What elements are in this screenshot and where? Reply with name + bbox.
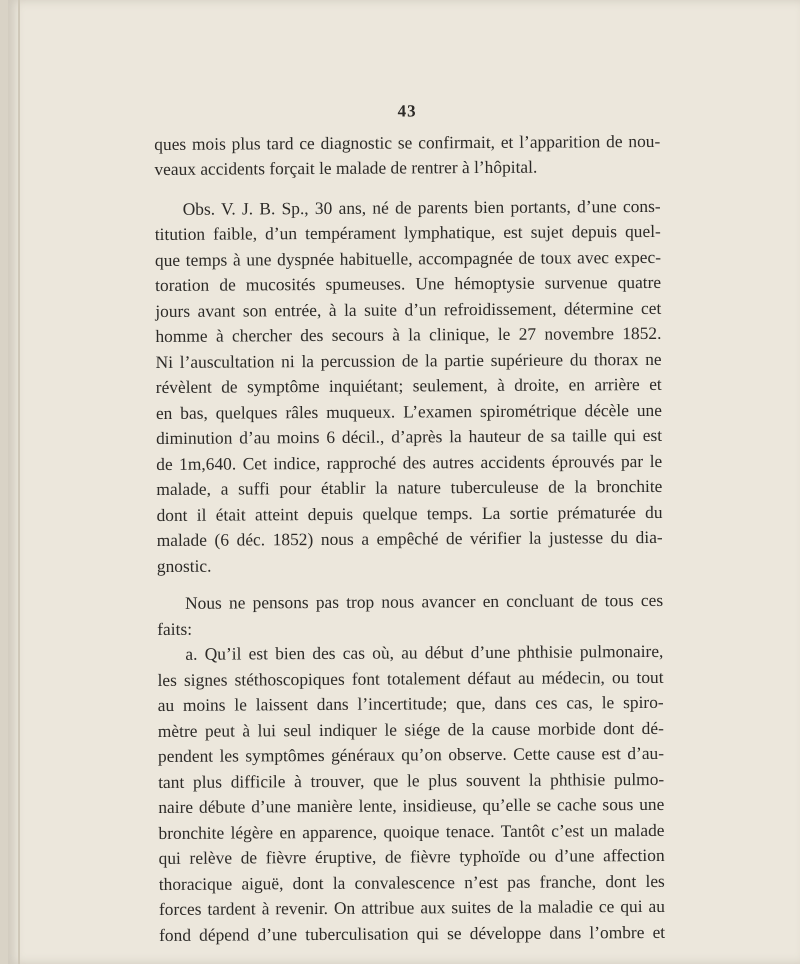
text-line: forces tardent à revenir. On attribue aux suites de la maladie ce qui au xyxy=(158,895,665,919)
text-line: Ni l’auscultation ni la percussion de la partie supérieure du thorax ne xyxy=(155,348,662,372)
text-line: jours avant son entrée, à la suite d’un refroidissement, détermine cet xyxy=(155,297,662,321)
book-page xyxy=(8,0,800,964)
binding-edge xyxy=(18,0,20,964)
text-line: de 1m,640. Cet indice, rapproché des autres accidents éprouvés par le xyxy=(156,450,663,474)
text-line: thoracique aiguë, dont la convalescence n’est pas franche, dont les xyxy=(158,870,665,894)
text-line: qui relève de fièvre éruptive, de fièvre typhoïde ou d’une affection xyxy=(158,844,665,868)
text-line: malade, a suffi pour établir la nature tuberculeuse de la bronchite xyxy=(156,475,663,499)
page-text xyxy=(154,97,665,948)
paragraph-4 xyxy=(157,639,665,948)
text-line: tant plus difficile à trouver, que le plus souvent la phthisie pulmo- xyxy=(158,768,665,792)
paragraph-1 xyxy=(154,128,660,182)
paragraph-3 xyxy=(157,588,663,642)
text-line: gnostic. xyxy=(156,555,212,576)
text-line: ques mois plus tard ce diagnostic se confirmait, et l’apparition de nou- xyxy=(154,130,661,154)
paragraph-2 xyxy=(155,193,663,579)
text-line: a. Qu’il est bien des cas où, au début d’une phthisie pulmonaire, xyxy=(185,640,664,664)
text-line: mètre peut à lui seul indiquer le siége de la cause morbide dont dé- xyxy=(157,717,664,741)
text-line: dont il était atteint depuis quelque temps. La sortie prématurée du xyxy=(156,501,663,525)
text-line: diminution d’au moins 6 décil., d’après la hauteur de sa taille qui est xyxy=(156,424,663,448)
text-line: bronchite légère en apparence, quoique tenace. Tantôt c’est un malade xyxy=(158,819,665,843)
text-line: Obs. V. J. B. Sp., 30 ans, né de parents bien portants, d’une cons- xyxy=(182,195,661,219)
text-line: naire débute d’une manière lente, insidieuse, qu’elle se cache sous une xyxy=(158,793,665,817)
text-line: fond dépend d’une tuberculisation qui se développe dans l’ombre et xyxy=(159,921,666,945)
text-line: titution faible, d’un tempérament lymphatique, est sujet depuis quel- xyxy=(154,220,661,244)
text-line: homme à chercher des secours à la clinique, le 27 novembre 1852. xyxy=(155,322,662,346)
text-line: toration de mucosités spumeuses. Une hémoptysie survenue quatre xyxy=(155,271,662,295)
text-line: les signes stéthoscopiques font totalement défaut au médecin, ou tout xyxy=(157,666,664,690)
text-line: faits: xyxy=(157,618,193,639)
text-line: au moins le laissent dans l’incertitude; que, dans ces cas, le spiro- xyxy=(157,691,664,715)
text-line: veaux accidents forçait le malade de rentrer à l’hôpital. xyxy=(154,156,538,179)
text-line: malade (6 déc. 1852) nous a empêché de vérifier la justesse du dia- xyxy=(156,526,663,550)
text-line: Nous ne pensons pas trop nous avancer en concluant de tous ces xyxy=(185,589,664,613)
text-line: pendent les symptômes généraux qu’on observe. Cette cause est d’au- xyxy=(157,742,665,766)
text-line: en bas, quelques râles muqueux. L’examen spirométrique décèle une xyxy=(155,399,662,423)
text-line: révèlent de symptôme inquiétant; seulement, à droite, en arrière et xyxy=(155,373,662,397)
page-number: 43 xyxy=(397,101,417,121)
text-line: que temps à une dyspnée habituelle, accompagnée de toux avec expec- xyxy=(154,246,662,270)
